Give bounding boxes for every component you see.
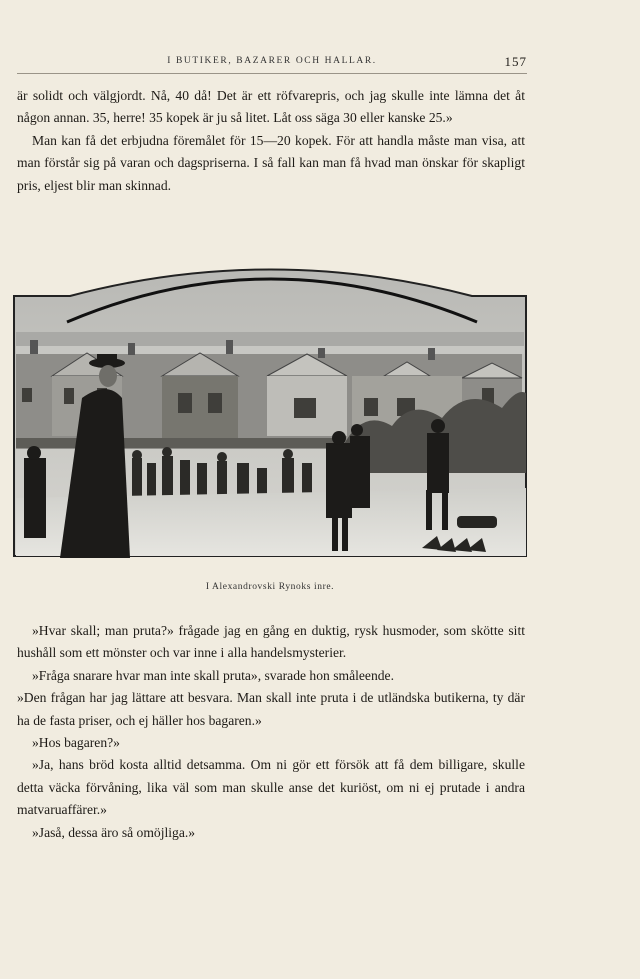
- paragraph: »Hvar skall; man pruta?» frågade jag en gång en duktig, rysk husmoder, som skötte sitt hushåll som ett mönster och var inne i alla handelsmysterier.: [17, 623, 525, 661]
- paragraph: är solidt och välgjordt. Nå, 40 då! Det är ett röfvarepris, och jag skulle inte lämna det åt någon annan. 35, herre! 35 kopek är ju så litet. Låt oss säga 30 eller kanske 25.»: [17, 88, 525, 126]
- page-number: 157: [504, 54, 527, 69]
- figure-caption: I Alexandrovski Rynoks inre.: [205, 582, 335, 592]
- paragraph: »Ja, hans bröd kosta alltid detsamma. Om ni gör ett försök att få dem billigare, skulle detta väcka förvåning, lika väl som man skulle anse det kuriöst, om ni ej prutade i andra matvaruaffärer.»: [17, 757, 525, 818]
- market-photograph: [12, 258, 528, 558]
- paragraph: »Fråga snarare hvar man inte skall pruta», svarade hon småleende.: [32, 667, 394, 683]
- top-text: [17, 85, 525, 197]
- paragraph: Man kan få det erbjudna föremålet för 15—20 kopek. För att handla måste man visa, att man förstår sig på varan och dagspriserna. I så fall kan man få hvad man önskar för skapligt pris, eljest blir man skinnad.: [17, 132, 525, 193]
- running-head: [17, 55, 527, 74]
- paragraph: »Hos bagaren?»: [32, 735, 120, 751]
- paragraph: »Jaså, dessa äro så omöjliga.»: [32, 824, 196, 840]
- photograph-illustration: [12, 258, 528, 558]
- running-title: I BUTIKER, BAZARER OCH HALLAR.: [167, 56, 377, 66]
- bottom-text: [17, 620, 525, 844]
- paragraph: »Den frågan har jag lättare att besvara. Man skall inte pruta i de utländska butikerna, ty där ha de fasta priser, och ej häller hos bagaren.»: [17, 690, 525, 728]
